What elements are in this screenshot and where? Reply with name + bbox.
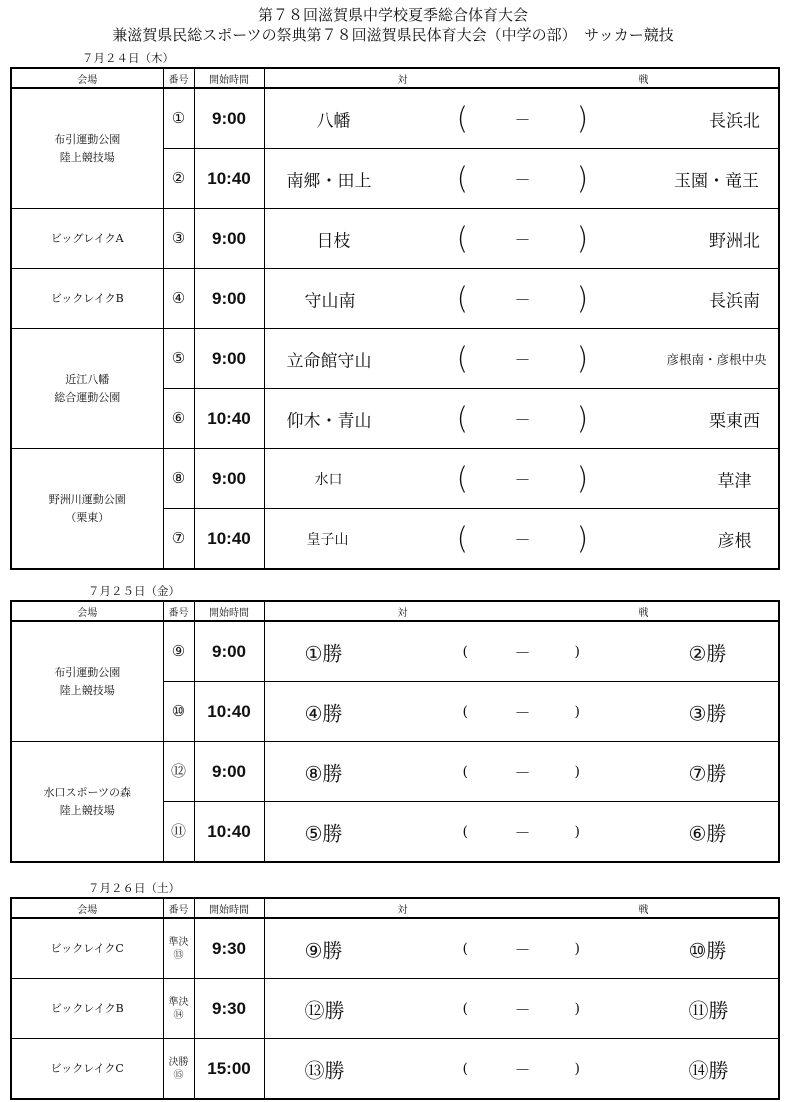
score-open-paren: ( — [456, 401, 469, 436]
matchup-cell — [264, 979, 779, 1039]
day1-schedule-table — [10, 67, 780, 570]
match-number: 決勝 ⑮ — [163, 1039, 194, 1100]
matchup-cell — [264, 1039, 779, 1100]
start-time: 9:30 — [194, 979, 264, 1039]
score-dash: － — [514, 110, 531, 129]
table-row — [11, 742, 779, 802]
away-team: 長浜北 — [709, 111, 760, 131]
score-close-paren: ) — [576, 161, 589, 196]
table-row — [11, 269, 779, 329]
matchup-cell — [264, 918, 779, 979]
col-start-time: 開始時間 — [194, 601, 264, 621]
start-time: 10:40 — [194, 149, 264, 209]
score-open-paren: ( — [462, 940, 468, 957]
score-dash: － — [514, 470, 531, 489]
score-dash: － — [514, 290, 531, 309]
score-close-paren: ) — [574, 1000, 580, 1017]
match-number: ② — [163, 149, 194, 209]
away-team: ⑦勝 — [688, 761, 727, 785]
col-number: 番号 — [163, 601, 194, 621]
matchup-cell — [264, 329, 779, 389]
matchup-cell — [264, 682, 779, 742]
start-time: 10:40 — [194, 509, 264, 570]
venue-cell: ビッグレイクA — [11, 209, 163, 269]
match-number: 準決 ⑬ — [163, 918, 194, 979]
table-row — [11, 209, 779, 269]
home-team: ⑧勝 — [304, 761, 343, 785]
matchup-cell — [264, 269, 779, 329]
match-number: ① — [163, 88, 194, 149]
col-matchup: 対 戦 — [264, 898, 779, 918]
score-dash: － — [514, 230, 531, 249]
table-header — [11, 601, 779, 621]
col-start-time: 開始時間 — [194, 898, 264, 918]
venue-cell: 布引運動公園 陸上競技場 — [11, 621, 163, 742]
venue-cell: 水口スポーツの森 陸上競技場 — [11, 742, 163, 863]
day1-date: ７月２４日（木） — [82, 51, 174, 65]
table-row — [11, 88, 779, 149]
start-time: 9:00 — [194, 329, 264, 389]
home-team: 八幡 — [316, 111, 351, 131]
matchup-cell — [264, 742, 779, 802]
score-dash: － — [514, 170, 531, 189]
match-number: ⑤ — [163, 329, 194, 389]
venue-cell: 布引運動公園 陸上競技場 — [11, 88, 163, 209]
match-number: ⑨ — [163, 621, 194, 682]
away-team: 長浜南 — [709, 291, 760, 311]
col-venue: 会場 — [11, 68, 163, 88]
day2-schedule-table — [10, 600, 780, 863]
match-number: ③ — [163, 209, 194, 269]
score-open-paren: ( — [462, 823, 468, 840]
venue-cell: ビックレイクB — [11, 269, 163, 329]
venue-cell: 野洲川運動公園 （栗東） — [11, 449, 163, 570]
tournament-title: 第７８回滋賀県中学校夏季総合体育大会 — [257, 6, 528, 24]
score-open-paren: ( — [462, 1000, 468, 1017]
start-time: 9:00 — [194, 449, 264, 509]
start-time: 15:00 — [194, 1039, 264, 1100]
col-matchup: 対 戦 — [264, 601, 779, 621]
score-dash: － — [514, 1060, 531, 1079]
home-team: 守山南 — [304, 291, 356, 311]
matchup-cell — [264, 621, 779, 682]
start-time: 9:00 — [194, 269, 264, 329]
tournament-subtitle: 兼滋賀県民総スポーツの祭典第７８回滋賀県民体育大会（中学の部） サッカー競技 — [112, 26, 674, 44]
match-number: ⑪ — [163, 802, 194, 863]
score-close-paren: ) — [576, 521, 589, 556]
away-team: 玉園・竜王 — [674, 171, 759, 191]
venue-cell: ビックレイクC — [11, 1039, 163, 1100]
away-team: ⑪勝 — [688, 998, 729, 1022]
matchup-cell — [264, 449, 779, 509]
score-close-paren: ) — [574, 1060, 580, 1077]
matchup-cell — [264, 209, 779, 269]
col-start-time: 開始時間 — [194, 68, 264, 88]
start-time: 9:00 — [194, 88, 264, 149]
score-open-paren: ( — [462, 763, 468, 780]
home-team: ①勝 — [304, 641, 343, 665]
table-row — [11, 979, 779, 1039]
col-venue: 会場 — [11, 601, 163, 621]
score-open-paren: ( — [462, 703, 468, 720]
table-row — [11, 621, 779, 682]
start-time: 10:40 — [194, 802, 264, 863]
score-open-paren: ( — [456, 461, 469, 496]
venue-cell: 近江八幡 総合運動公園 — [11, 329, 163, 449]
home-team: ⑬勝 — [304, 1058, 345, 1082]
score-open-paren: ( — [462, 1060, 468, 1077]
matchup-cell — [264, 802, 779, 863]
home-team: 立命館守山 — [286, 351, 372, 371]
score-open-paren: ( — [462, 643, 468, 660]
score-open-paren: ( — [456, 161, 469, 196]
matchup-cell — [264, 389, 779, 449]
score-open-paren: ( — [456, 341, 469, 376]
score-dash: － — [514, 410, 531, 429]
matchup-cell — [264, 509, 779, 570]
score-close-paren: ) — [574, 703, 580, 720]
home-team: ⑫勝 — [304, 998, 345, 1022]
venue-cell: ビックレイクB — [11, 979, 163, 1039]
home-team: ⑨勝 — [304, 938, 343, 962]
away-team: 草津 — [717, 471, 752, 491]
score-dash: － — [514, 823, 531, 842]
col-number: 番号 — [163, 68, 194, 88]
home-team: 皇子山 — [306, 531, 349, 548]
table-row — [11, 329, 779, 389]
table-header — [11, 68, 779, 88]
score-open-paren: ( — [456, 221, 469, 256]
score-close-paren: ) — [574, 643, 580, 660]
home-team: ⑤勝 — [304, 821, 343, 845]
away-team: ⑩勝 — [688, 938, 727, 962]
table-header — [11, 898, 779, 918]
start-time: 10:40 — [194, 682, 264, 742]
score-close-paren: ) — [576, 341, 589, 376]
home-team: 南郷・田上 — [286, 171, 372, 191]
score-close-paren: ) — [576, 221, 589, 256]
score-dash: － — [514, 643, 531, 662]
match-number: ⑧ — [163, 449, 194, 509]
score-close-paren: ) — [576, 101, 589, 136]
col-matchup: 対 戦 — [264, 68, 779, 88]
match-number: ⑦ — [163, 509, 194, 570]
home-team: 水口 — [314, 471, 343, 488]
score-dash: － — [514, 940, 531, 959]
table-row — [11, 1039, 779, 1100]
score-dash: － — [514, 763, 531, 782]
matchup-cell — [264, 149, 779, 209]
score-close-paren: ) — [576, 401, 589, 436]
start-time: 9:30 — [194, 918, 264, 979]
start-time: 9:00 — [194, 742, 264, 802]
table-row — [11, 918, 779, 979]
away-team: 彦根南・彦根中央 — [666, 351, 767, 367]
score-dash: － — [514, 1000, 531, 1019]
score-close-paren: ) — [574, 940, 580, 957]
away-team: ⑥勝 — [688, 821, 727, 845]
col-number: 番号 — [163, 898, 194, 918]
day2-date: ７月２５日（金） — [88, 584, 180, 598]
home-team: ④勝 — [304, 701, 343, 725]
col-venue: 会場 — [11, 898, 163, 918]
start-time: 9:00 — [194, 209, 264, 269]
start-time: 9:00 — [194, 621, 264, 682]
start-time: 10:40 — [194, 389, 264, 449]
day3-schedule-table — [10, 897, 780, 1100]
home-team: 日枝 — [316, 231, 351, 251]
table-row — [11, 449, 779, 509]
match-number: ⑩ — [163, 682, 194, 742]
away-team: ②勝 — [688, 641, 727, 665]
away-team: 野洲北 — [709, 231, 760, 251]
score-close-paren: ) — [574, 763, 580, 780]
away-team: ⑭勝 — [688, 1058, 729, 1082]
score-dash: － — [514, 350, 531, 369]
score-open-paren: ( — [456, 101, 469, 136]
match-number: 準決 ⑭ — [163, 979, 194, 1039]
matchup-cell — [264, 88, 779, 149]
match-number: ④ — [163, 269, 194, 329]
away-team: 栗東西 — [709, 411, 760, 431]
day3-date: ７月２６日（土） — [88, 881, 180, 895]
away-team: ③勝 — [688, 701, 727, 725]
score-open-paren: ( — [456, 281, 469, 316]
venue-cell: ビックレイクC — [11, 918, 163, 979]
score-dash: － — [514, 530, 531, 549]
score-close-paren: ) — [576, 281, 589, 316]
away-team: 彦根 — [717, 531, 752, 551]
score-open-paren: ( — [456, 521, 469, 556]
match-number: ⑫ — [163, 742, 194, 802]
score-close-paren: ) — [576, 461, 589, 496]
score-dash: － — [514, 703, 531, 722]
match-number: ⑥ — [163, 389, 194, 449]
home-team: 仰木・青山 — [286, 411, 372, 431]
score-close-paren: ) — [574, 823, 580, 840]
